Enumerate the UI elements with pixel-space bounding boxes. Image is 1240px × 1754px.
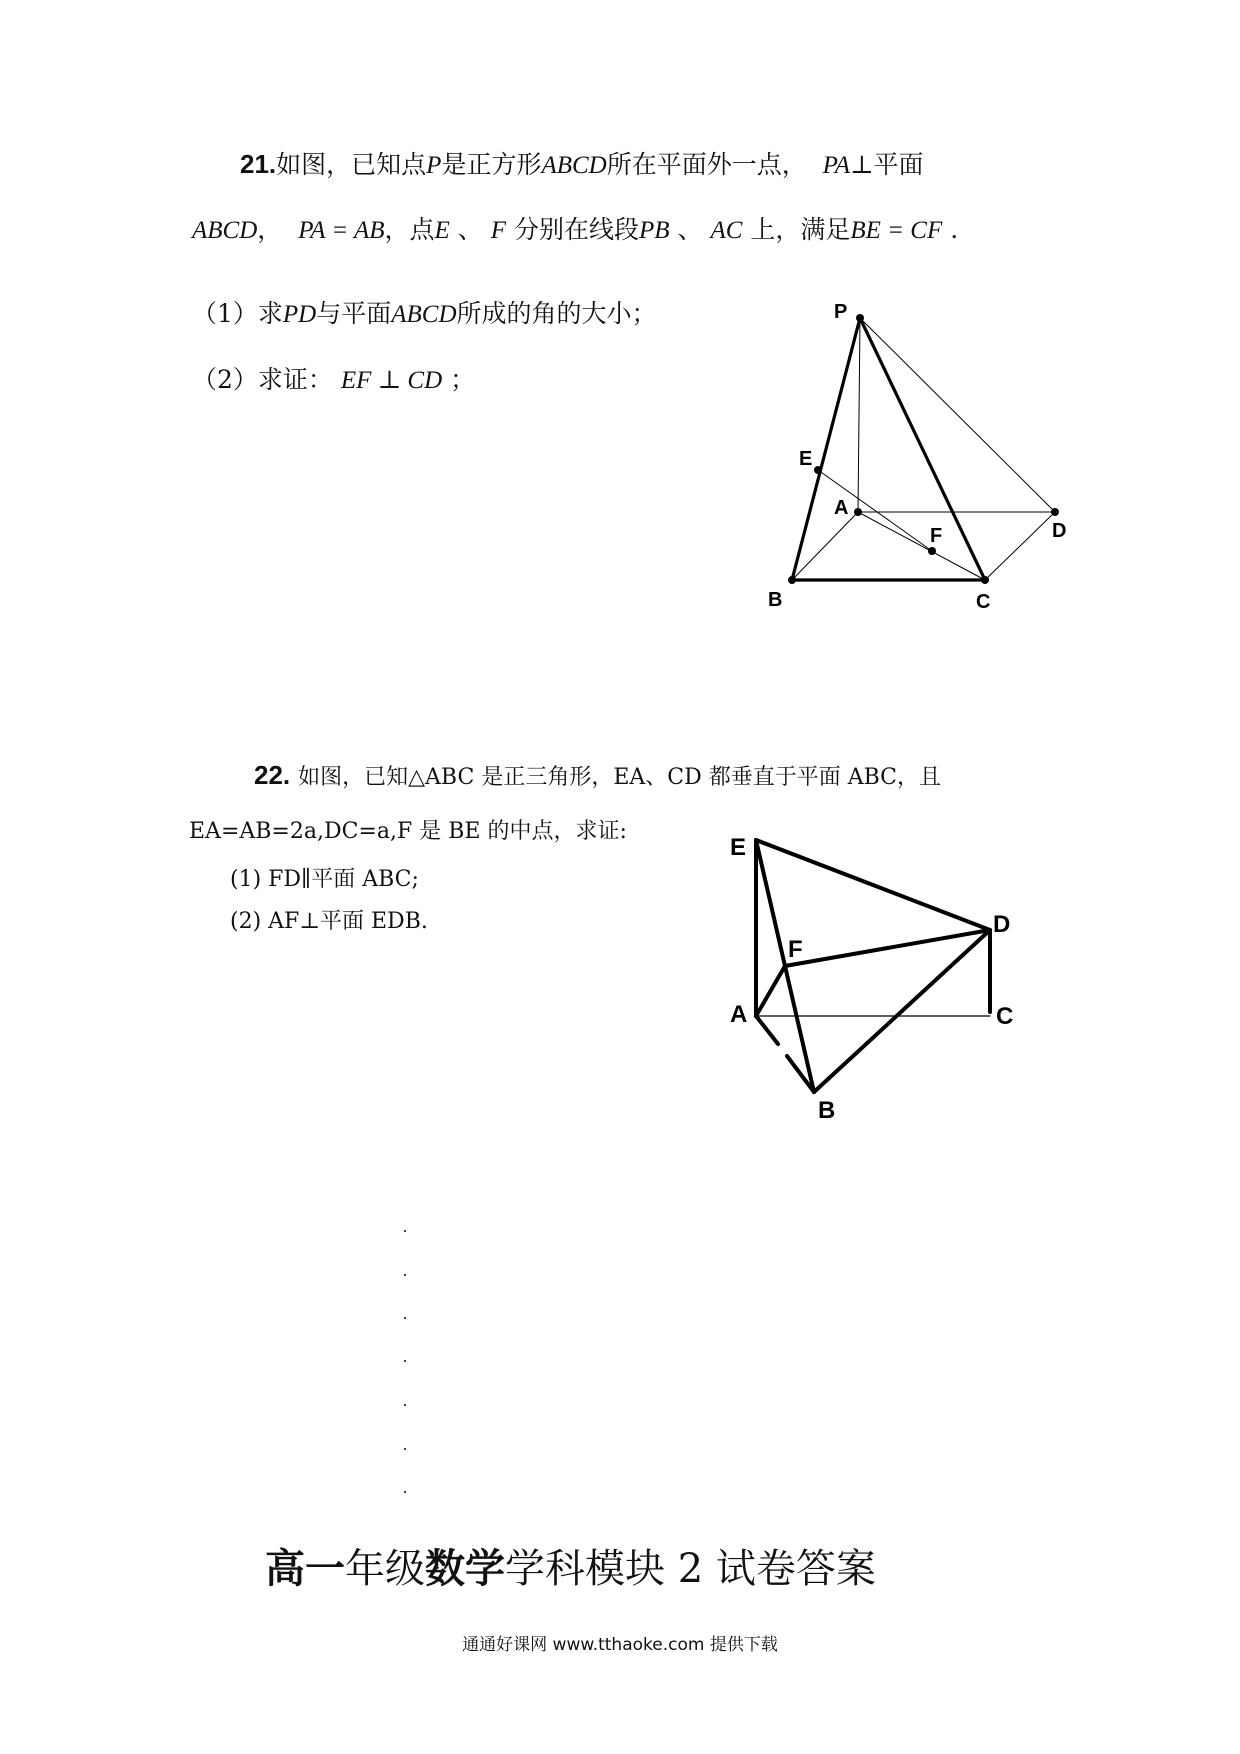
q22-text: 如图，已知△ABC 是正三角形，EA、CD 都垂直于平面 ABC，且 [298, 765, 942, 790]
q22-part2: (2) AF⊥平面 EDB. [230, 909, 428, 934]
q21-text: 、 [677, 215, 703, 244]
q21-text: （2）求证： [192, 365, 333, 394]
title-part: 高一 [265, 1545, 345, 1592]
separator-dot [404, 1317, 406, 1319]
edge-ED [756, 840, 990, 930]
separator-dot [404, 1404, 406, 1406]
q21-text: 平面 [873, 150, 924, 179]
math-P: P [426, 152, 442, 179]
label-P: P [834, 301, 848, 323]
q21-text: ； [450, 365, 476, 394]
math-AC: AC [710, 217, 743, 244]
math-PB: PB [639, 217, 670, 244]
q22-part1: (1) FD∥平面 ABC; [230, 867, 419, 892]
math-F: F [490, 217, 507, 244]
separator-dot [404, 1230, 406, 1232]
math-BE-eq-CF: BE = CF [850, 217, 943, 244]
q21-text: ， [257, 215, 283, 244]
q21-text: 、 [457, 215, 483, 244]
q21-text: 所成的角的大小； [456, 299, 657, 328]
separator-dot [404, 1360, 406, 1362]
q22-number: 22. [254, 760, 291, 790]
label-D: D [1052, 520, 1067, 542]
math-E: E [434, 217, 450, 244]
perp-symbol: ⊥ [850, 150, 874, 179]
answer-title [265, 1545, 876, 1593]
label-F: F [930, 525, 943, 547]
q21-text: 是正方形 [441, 150, 542, 179]
edge-AB-upper [756, 1016, 778, 1044]
separator-dot [404, 1448, 406, 1450]
label-B: B [818, 1097, 836, 1124]
title-part: 年级 [345, 1546, 425, 1592]
q21-text: ，点 [384, 215, 435, 244]
label-B: B [768, 589, 783, 611]
math-ABCD: ABCD [192, 217, 258, 244]
label-C: C [996, 1003, 1014, 1030]
q21-text: 分别在线段 [513, 215, 639, 244]
q21-text: 如图，已知点 [276, 150, 427, 179]
title-part: 数学 [425, 1545, 505, 1592]
math-PD: PD [282, 301, 317, 328]
title-part: 学科模块 2 试卷答案 [505, 1546, 876, 1592]
math-PA: PA [822, 152, 850, 179]
label-C: C [976, 591, 991, 613]
q21-text: 所在平面外一点， [606, 150, 807, 179]
q22-line2: EA=AB=2a,DC=a,F 是 BE 的中点，求证: [189, 819, 627, 844]
label-F: F [788, 936, 803, 963]
label-E: E [799, 448, 813, 470]
q21-number: 21. [240, 149, 277, 179]
q21-text: 与平面 [316, 299, 392, 328]
math-ABCD: ABCD [541, 152, 607, 179]
q21-text: （1）求 [192, 299, 283, 328]
label-A: A [730, 1001, 748, 1028]
segment-AF [756, 966, 785, 1016]
math-EF-perp-CD: EF ⊥ CD [340, 367, 443, 394]
q21-text: . [950, 215, 959, 244]
math-ABCD: ABCD [391, 301, 457, 328]
label-A: A [834, 497, 849, 519]
separator-dot [404, 1274, 406, 1276]
label-E: E [730, 834, 747, 861]
separator-dot [404, 1491, 406, 1493]
q21-text: 上，满足 [750, 215, 851, 244]
math-PA-eq-AB: PA = AB [298, 217, 385, 244]
label-D: D [993, 911, 1011, 938]
footer-text: 通通好课网 www.tthaoke.com 提供下载 [462, 1635, 778, 1655]
